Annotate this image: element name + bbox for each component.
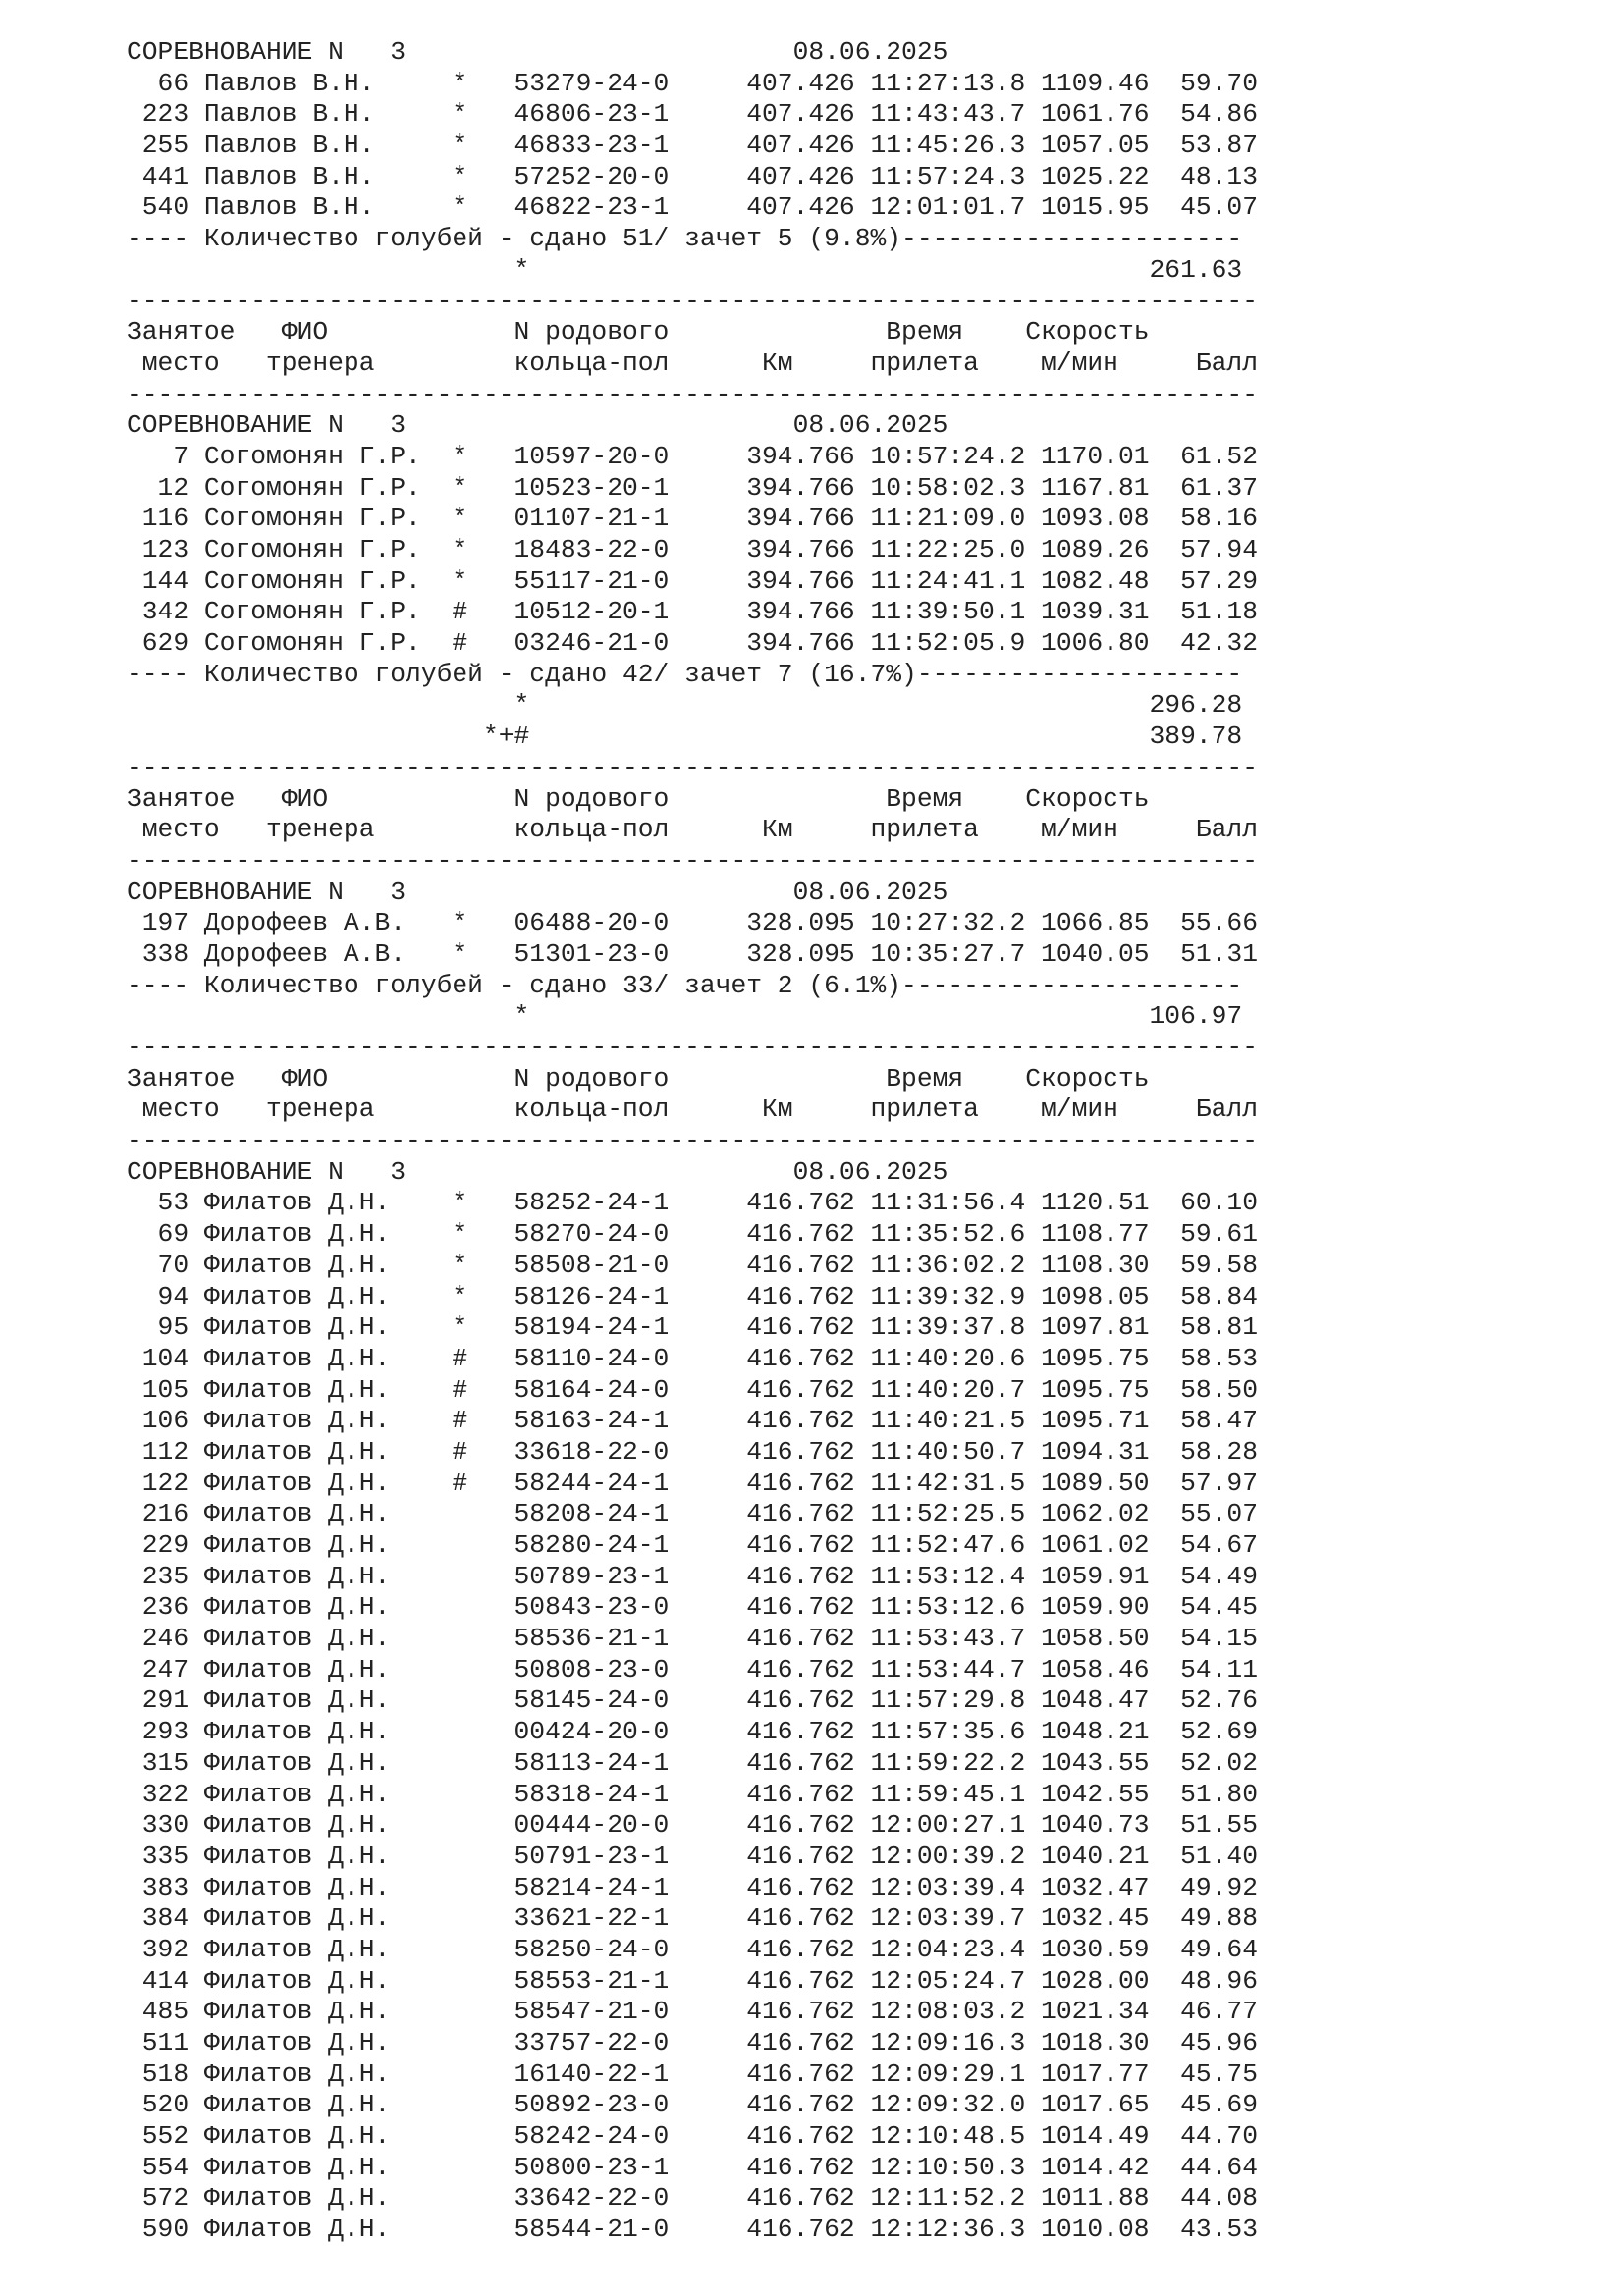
score-total: * 106.97 [127, 1001, 1243, 1032]
result-row: 105 Филатов Д.Н. # 58164-24-0 416.762 11:40:20.7 1095.75 58.50 [127, 1374, 1258, 1405]
result-row: 7 Согомонян Г.Р. * 10597-20-0 394.766 10:57:24.2 1170.01 61.52 [127, 441, 1258, 471]
result-row: 554 Филатов Д.Н. 50800-23-1 416.762 12:10:50.3 1014.42 44.64 [127, 2152, 1258, 2182]
result-row: 315 Филатов Д.Н. 58113-24-1 416.762 11:59:22.2 1043.55 52.02 [127, 1747, 1258, 1778]
result-row: 572 Филатов Д.Н. 33642-22-0 416.762 12:11:52.2 1011.88 44.08 [127, 2183, 1258, 2214]
result-row [127, 2246, 1258, 2277]
result-row: 342 Согомонян Г.Р. # 10512-20-1 394.766 11:39:50.1 1039.31 51.18 [127, 597, 1258, 627]
result-row: 330 Филатов Д.Н. 00444-20-0 416.762 12:00:27.1 1040.73 51.55 [127, 1810, 1258, 1841]
result-row: 95 Филатов Д.Н. * 58194-24-1 416.762 11:39:37.8 1097.81 58.81 [127, 1312, 1258, 1343]
result-row: 518 Филатов Д.Н. 16140-22-1 416.762 12:09:29.1 1017.77 45.75 [127, 2058, 1258, 2089]
result-row: 511 Филатов Д.Н. 33757-22-0 416.762 12:09:16.3 1018.30 45.96 [127, 2028, 1258, 2057]
result-row: 383 Филатов Д.Н. 58214-24-1 416.762 12:03:39.4 1032.47 49.92 [127, 1872, 1258, 1902]
result-row: 338 Дорофеев А.В. * 51301-23-0 328.095 10:35:27.7 1040.05 51.31 [127, 938, 1258, 969]
result-row: 291 Филатов Д.Н. 58145-24-0 416.762 11:57:29.8 1048.47 52.76 [127, 1685, 1258, 1716]
result-row: 69 Филатов Д.Н. * 58270-24-0 416.762 11:35:52.6 1108.77 59.61 [127, 1219, 1258, 1250]
result-row: 12 Согомонян Г.Р. * 10523-20-1 394.766 10:58:02.3 1167.81 61.37 [127, 472, 1258, 503]
competition-header: СОРЕВНОВАНИЕ N 3 08.06.2025 [127, 1156, 948, 1187]
column-header-row-1: Занятое ФИО N родового Время Скорость [127, 1063, 1150, 1094]
separator-line: ------------------------------------------------------------------------- [127, 379, 1258, 409]
result-row: 229 Филатов Д.Н. 58280-24-1 416.762 11:52:47.6 1061.02 54.67 [127, 1530, 1258, 1560]
result-row: 322 Филатов Д.Н. 58318-24-1 416.762 11:59:45.1 1042.55 51.80 [127, 1779, 1258, 1809]
column-header-row-1: Занятое ФИО N родового Время Скорость [127, 317, 1150, 347]
result-row: 216 Филатов Д.Н. 58208-24-1 416.762 11:52:25.5 1062.02 55.07 [127, 1499, 1258, 1529]
result-row: 520 Филатов Д.Н. 50892-23-0 416.762 12:09:32.0 1017.65 45.69 [127, 2090, 1258, 2120]
result-row: 112 Филатов Д.Н. # 33618-22-0 416.762 11:40:50.7 1094.31 58.28 [127, 1436, 1258, 1467]
result-row: 116 Согомонян Г.Р. * 01107-21-1 394.766 11:21:09.0 1093.08 58.16 [127, 504, 1258, 534]
result-row: 335 Филатов Д.Н. 50791-23-1 416.762 12:00:39.2 1040.21 51.40 [127, 1841, 1258, 1871]
result-row: 441 Павлов В.Н. * 57252-20-0 407.426 11:57:24.3 1025.22 48.13 [127, 161, 1258, 191]
score-total: * 296.28 [127, 690, 1243, 721]
separator-line: ------------------------------------------------------------------------- [127, 845, 1258, 876]
result-row: 293 Филатов Д.Н. 00424-20-0 416.762 11:57:35.6 1048.21 52.69 [127, 1717, 1258, 1747]
score-total: *+# 389.78 [127, 721, 1243, 752]
result-row: 235 Филатов Д.Н. 50789-23-1 416.762 11:53:12.4 1059.91 54.49 [127, 1561, 1258, 1591]
column-header-row-2: место тренера кольца-пол Км прилета м/мин Балл [127, 1095, 1258, 1125]
competition-header: СОРЕВНОВАНИЕ N 3 08.06.2025 [127, 410, 948, 441]
results-printout [127, 37, 1258, 2277]
competition-header: СОРЕВНОВАНИЕ N 3 08.06.2025 [127, 877, 948, 907]
result-row: 94 Филатов Д.Н. * 58126-24-1 416.762 11:39:32.9 1098.05 58.84 [127, 1281, 1258, 1311]
result-row: 122 Филатов Д.Н. # 58244-24-1 416.762 11:42:31.5 1089.50 57.97 [127, 1468, 1258, 1498]
column-header-row-2: место тренера кольца-пол Км прилета м/мин Балл [127, 815, 1258, 845]
column-header-row-2: место тренера кольца-пол Км прилета м/мин Балл [127, 347, 1258, 378]
result-row: 53 Филатов Д.Н. * 58252-24-1 416.762 11:31:56.4 1120.51 60.10 [127, 1188, 1258, 1218]
separator-line: ------------------------------------------------------------------------- [127, 752, 1258, 782]
result-row: 223 Павлов В.Н. * 46806-23-1 407.426 11:43:43.7 1061.76 54.86 [127, 99, 1258, 130]
result-row: 414 Филатов Д.Н. 58553-21-1 416.762 12:05:24.7 1028.00 48.96 [127, 1965, 1258, 1996]
result-row: 552 Филатов Д.Н. 58242-24-0 416.762 12:10:48.5 1014.49 44.70 [127, 2121, 1258, 2152]
result-row: 123 Согомонян Г.Р. * 18483-22-0 394.766 11:22:25.0 1089.26 57.94 [127, 535, 1258, 564]
result-row: 384 Филатов Д.Н. 33621-22-1 416.762 12:03:39.7 1032.45 49.88 [127, 1903, 1258, 1934]
result-row: 66 Павлов В.Н. * 53279-24-0 407.426 11:27:13.8 1109.46 59.70 [127, 68, 1258, 98]
result-row: 247 Филатов Д.Н. 50808-23-0 416.762 11:53:44.7 1058.46 54.11 [127, 1654, 1258, 1684]
result-row: 104 Филатов Д.Н. # 58110-24-0 416.762 11:40:20.6 1095.75 58.53 [127, 1343, 1258, 1373]
competition-header: СОРЕВНОВАНИЕ N 3 08.06.2025 [127, 37, 948, 67]
result-row: 106 Филатов Д.Н. # 58163-24-1 416.762 11:40:21.5 1095.71 58.47 [127, 1406, 1258, 1436]
pigeon-count-summary: ---- Количество голубей - сдано 42/ зачет 7 (16.7%)--------------------- [127, 659, 1243, 689]
result-row: 540 Павлов В.Н. * 46822-23-1 407.426 12:01:01.7 1015.95 45.07 [127, 192, 1258, 223]
pigeon-count-summary: ---- Количество голубей - сдано 33/ зачет 2 (6.1%)---------------------- [127, 970, 1243, 1000]
result-row: 236 Филатов Д.Н. 50843-23-0 416.762 11:53:12.6 1059.90 54.45 [127, 1592, 1258, 1623]
result-row: 590 Филатов Д.Н. 58544-21-0 416.762 12:12:36.3 1010.08 43.53 [127, 2215, 1258, 2245]
result-row: 197 Дорофеев А.В. * 06488-20-0 328.095 10:27:32.2 1066.85 55.66 [127, 908, 1258, 938]
result-row: 70 Филатов Д.Н. * 58508-21-0 416.762 11:36:02.2 1108.30 59.58 [127, 1250, 1258, 1280]
result-row: 392 Филатов Д.Н. 58250-24-0 416.762 12:04:23.4 1030.59 49.64 [127, 1934, 1258, 1964]
result-row: 255 Павлов В.Н. * 46833-23-1 407.426 11:45:26.3 1057.05 53.87 [127, 131, 1258, 161]
separator-line: ------------------------------------------------------------------------- [127, 1033, 1258, 1062]
result-row: 144 Согомонян Г.Р. * 55117-21-0 394.766 11:24:41.1 1082.48 57.29 [127, 565, 1258, 596]
pigeon-count-summary: ---- Количество голубей - сдано 51/ зачет 5 (9.8%)---------------------- [127, 224, 1243, 254]
result-row: 629 Согомонян Г.Р. # 03246-21-0 394.766 11:52:05.9 1006.80 42.32 [127, 628, 1258, 659]
result-row: 485 Филатов Д.Н. 58547-21-0 416.762 12:08:03.2 1021.34 46.77 [127, 1997, 1258, 2027]
result-row: 246 Филатов Д.Н. 58536-21-1 416.762 11:53:43.7 1058.50 54.15 [127, 1624, 1258, 1654]
score-total: * 261.63 [127, 254, 1243, 285]
column-header-row-1: Занятое ФИО N родового Время Скорость [127, 783, 1150, 814]
separator-line: ------------------------------------------------------------------------- [127, 1126, 1258, 1156]
separator-line: ------------------------------------------------------------------------- [127, 286, 1258, 316]
